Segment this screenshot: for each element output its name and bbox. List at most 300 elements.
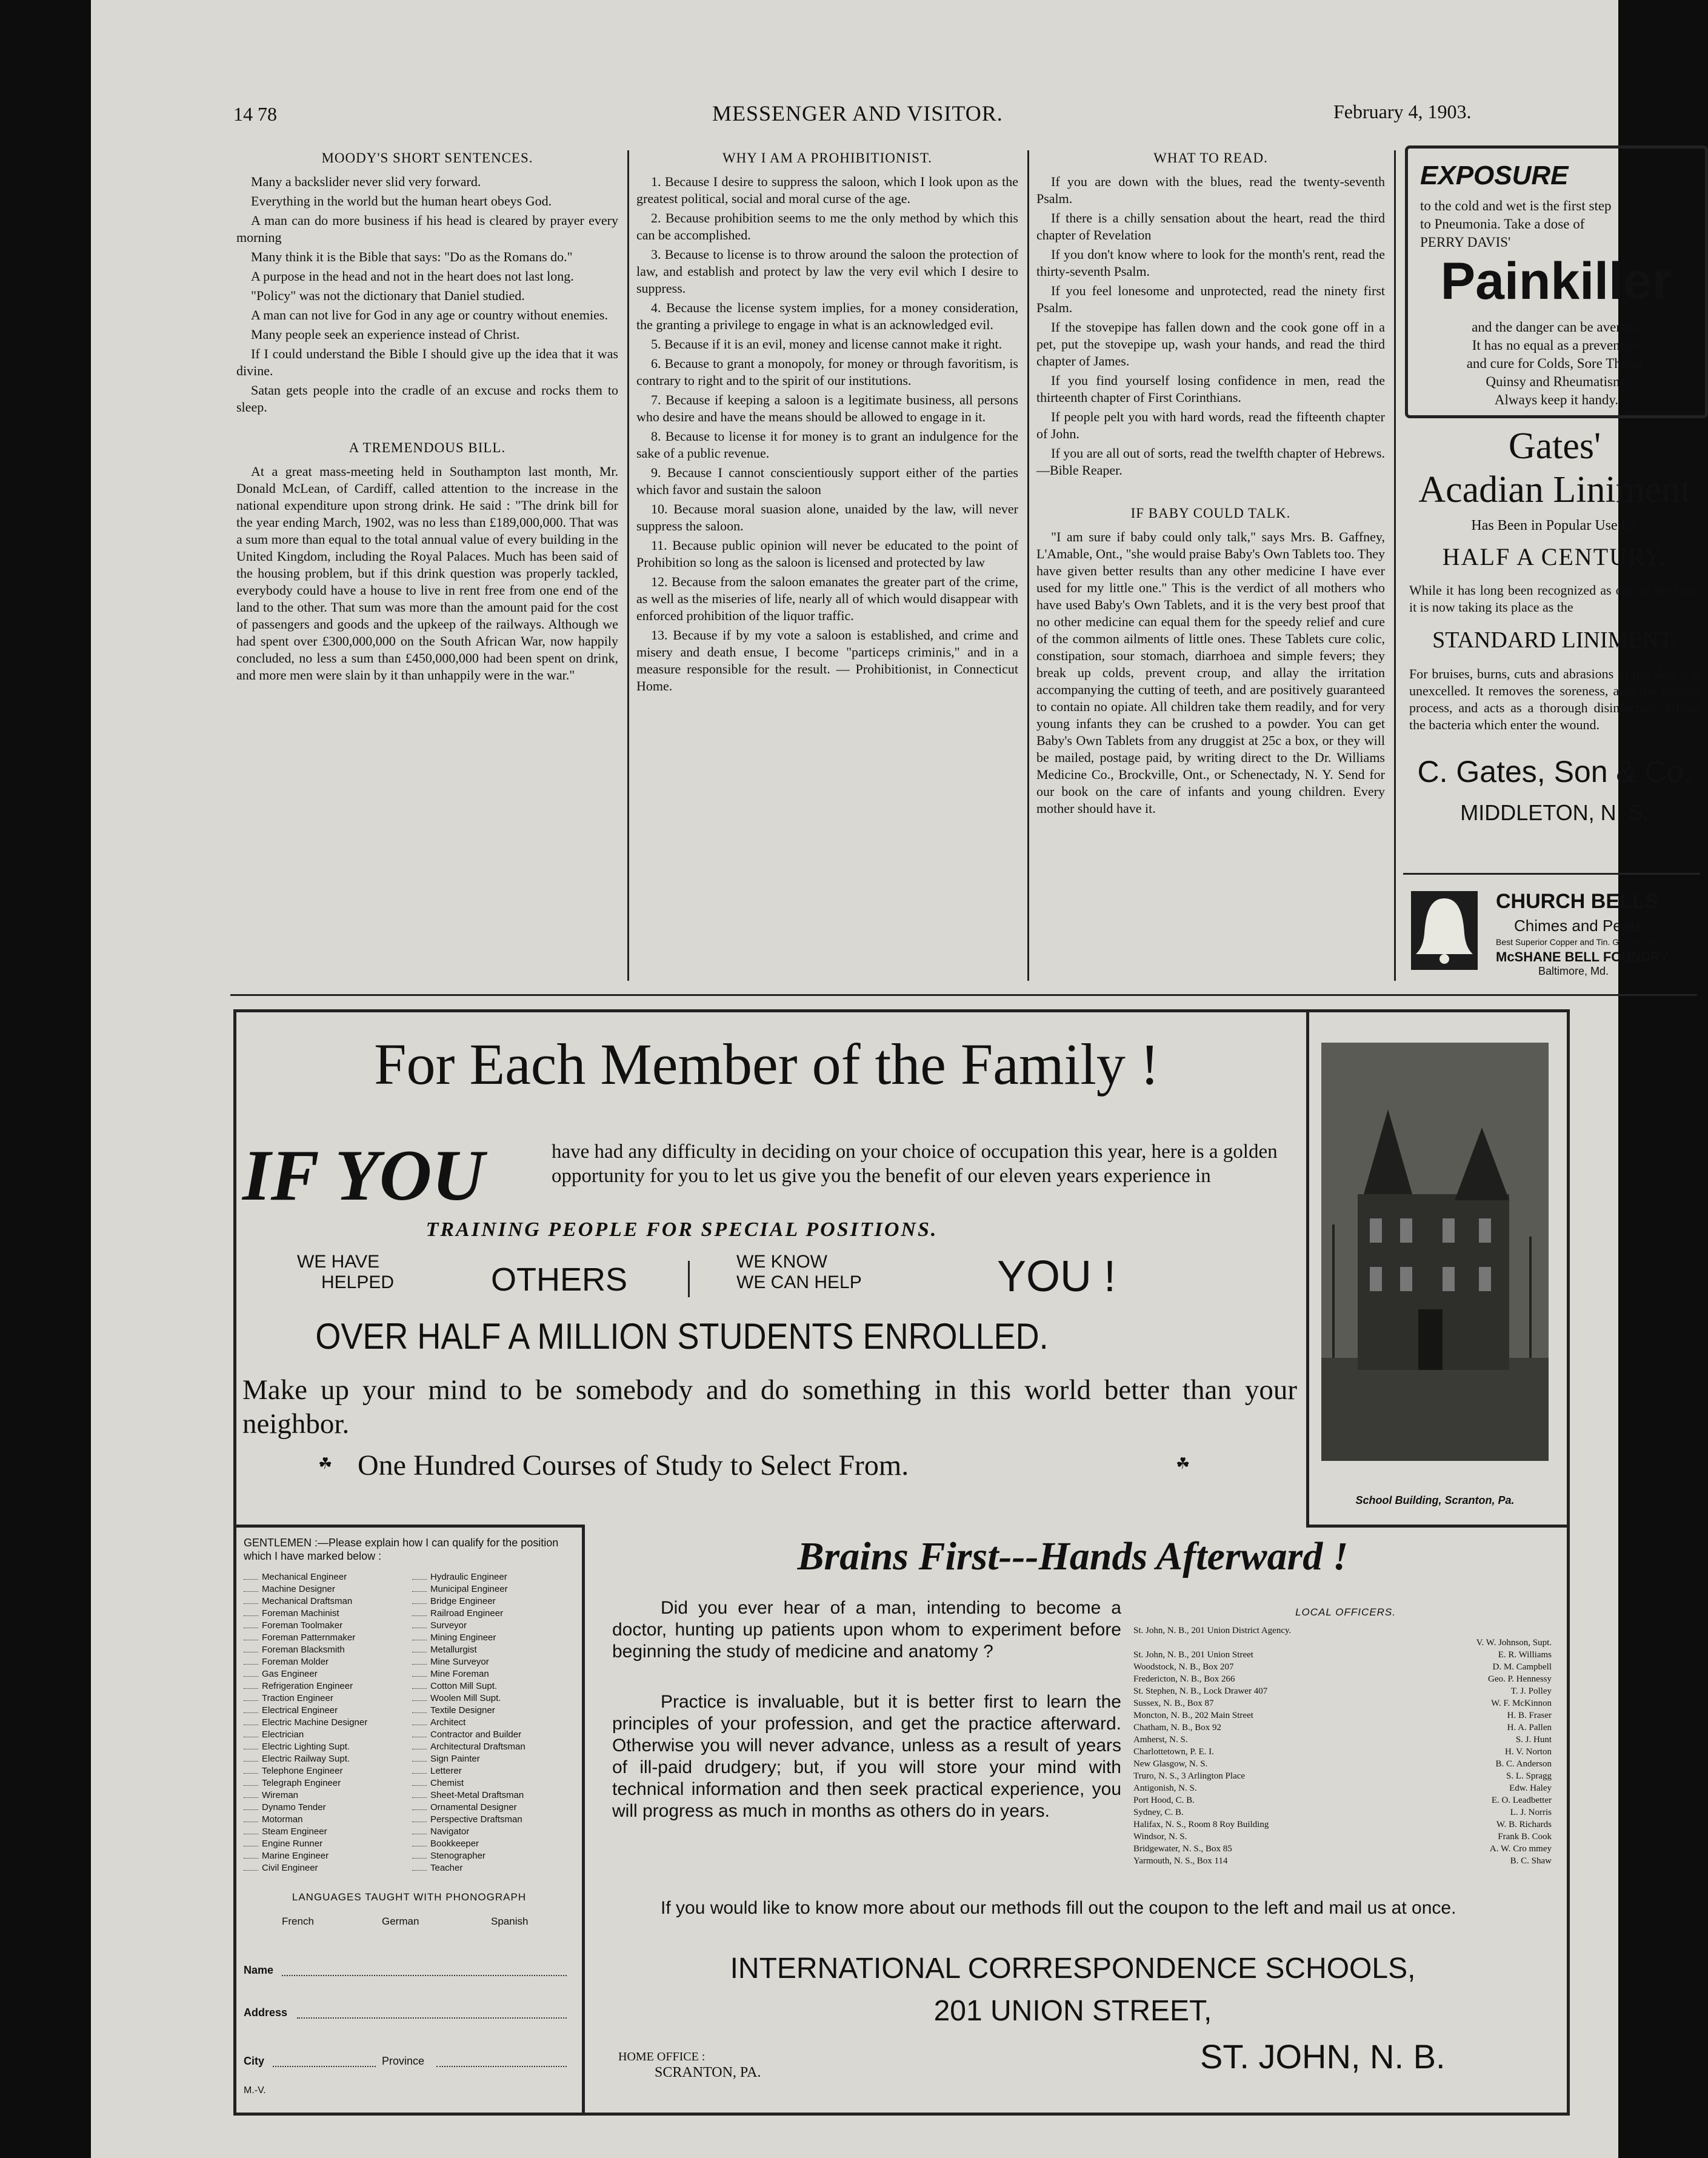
checkbox[interactable]	[244, 1785, 258, 1786]
moody-sentence: "Policy" was not the dictionary that Daniel studied.	[251, 288, 525, 303]
gates-title-2: Acadian Liniment	[1418, 469, 1691, 510]
painkiller-copy	[1420, 197, 1699, 252]
position-option[interactable]	[244, 1644, 401, 1656]
photo-frame-rule	[1306, 1012, 1309, 1525]
ics-we-have: WE HAVE	[297, 1252, 380, 1272]
bells-sub: Chimes and Peals,	[1514, 917, 1647, 935]
prohibition-reason: 6. Because to grant a monopoly, for money or through favoritism, is contrary to right and to the spirit of our institutions.	[636, 356, 1018, 388]
position-option[interactable]	[412, 1838, 570, 1850]
checkbox[interactable]	[412, 1603, 427, 1604]
checkbox[interactable]	[244, 1797, 258, 1798]
checkbox[interactable]	[412, 1797, 427, 1798]
position-label: Mechanical Draftsman	[262, 1596, 353, 1606]
officer-name: E. R. Williams	[1498, 1650, 1552, 1660]
position-option[interactable]	[244, 1717, 401, 1729]
field-city-input[interactable]	[273, 2066, 376, 2067]
checkbox[interactable]	[412, 1870, 427, 1871]
officer-row	[1133, 1819, 1552, 1831]
position-label: Contractor and Builder	[430, 1729, 522, 1740]
position-option[interactable]	[412, 1705, 570, 1717]
field-province-label: Province	[382, 2055, 425, 2067]
position-option[interactable]	[412, 1644, 570, 1656]
painkiller-line: and cure for Colds, Sore Throat,	[1466, 356, 1647, 371]
ics-coupon	[236, 1525, 585, 2116]
moody-sentence: Everything in the world but the human heart obeys God.	[251, 193, 552, 209]
prohibition-column	[636, 150, 1018, 697]
prohibition-reason: 12. Because from the saloon emanates the greater part of the crime, as well as the miseries of life, nearly all of which would disappear with enforced prohibition of the liquor traffic.	[636, 574, 1018, 623]
officer-location: Chatham, N. B., Box 92	[1133, 1723, 1221, 1732]
gates-ad	[1403, 424, 1706, 826]
moody-sentence: Many people seek an experience instead of Christ.	[251, 327, 520, 342]
position-label: Navigator	[430, 1826, 470, 1837]
officer-name: H. V. Norton	[1505, 1747, 1552, 1757]
checkbox[interactable]	[244, 1809, 258, 1810]
officer-name: D. M. Campbell	[1492, 1662, 1552, 1672]
officer-location: Halifax, N. S., Room 8 Roy Building	[1133, 1820, 1269, 1829]
issue-date: February 4, 1903.	[1333, 101, 1472, 122]
prohibition-reason: 2. Because prohibition seems to me the only method by which this can be accomplished.	[636, 210, 1018, 242]
ics-others: OTHERS	[491, 1261, 628, 1298]
position-option[interactable]	[244, 1680, 401, 1692]
bells-title: CHURCH BELLS	[1496, 890, 1659, 913]
checkbox[interactable]	[244, 1676, 258, 1677]
column-rule	[627, 150, 629, 981]
officer-name: V. W. Johnson, Supt.	[1476, 1638, 1552, 1648]
position-label: Refrigeration Engineer	[262, 1681, 353, 1691]
position-label: Telephone Engineer	[262, 1766, 343, 1776]
read-item: If people pelt you with hard words, read the fifteenth chapter of John.	[1036, 409, 1385, 441]
painkiller-line: and the danger can be averted.	[1472, 319, 1641, 335]
position-label: Foreman Toolmaker	[262, 1620, 343, 1631]
moody-sentence: A man can not live for God in any age or country without enemies.	[251, 307, 608, 322]
position-label: Foreman Patternmaker	[262, 1632, 356, 1643]
checkbox[interactable]	[244, 1700, 258, 1701]
checkbox[interactable]	[412, 1688, 427, 1689]
gates-sub: Has Been in Popular Use for	[1471, 518, 1638, 533]
coupon-intro: GENTLEMEN :—Please explain how I can qualify for the position which I have marked below :	[244, 1537, 559, 1562]
position-option[interactable]	[244, 1765, 401, 1777]
gates-title: Gates'	[1508, 426, 1601, 467]
checkbox[interactable]	[412, 1700, 427, 1701]
ics-intro: have had any difficulty in deciding on your choice of occupation this year, here is a golden opportunity for you to let us give you the benefit of our eleven years experience in	[552, 1141, 1278, 1187]
officer-row	[1133, 1794, 1552, 1806]
ics-students: OVER HALF A MILLION STUDENTS ENROLLED.	[315, 1316, 1049, 1357]
position-label: Sign Painter	[430, 1754, 480, 1764]
painkiller-line: PERRY DAVIS'	[1420, 235, 1511, 250]
position-option[interactable]	[412, 1765, 570, 1777]
position-option[interactable]	[244, 1656, 401, 1668]
officer-name: T. J. Polley	[1510, 1686, 1552, 1696]
positions-left	[244, 1571, 401, 1874]
section-divider	[230, 994, 1697, 996]
position-label: Architect	[430, 1717, 466, 1728]
position-option[interactable]	[244, 1608, 401, 1620]
position-label: Steam Engineer	[262, 1826, 327, 1837]
position-option[interactable]	[244, 1692, 401, 1705]
checkbox[interactable]	[412, 1712, 427, 1713]
position-option[interactable]	[412, 1717, 570, 1729]
position-option[interactable]	[412, 1680, 570, 1692]
position-option[interactable]	[412, 1632, 570, 1644]
position-label: Motorman	[262, 1814, 303, 1825]
position-option[interactable]	[412, 1741, 570, 1753]
languages-title: LANGUAGES TAUGHT WITH PHONOGRAPH	[292, 1891, 527, 1903]
moody-sentence: A man can do more business if his head is cleared by prayer every morning	[236, 213, 618, 245]
position-option[interactable]	[244, 1632, 401, 1644]
officer-row	[1133, 1831, 1552, 1843]
position-option[interactable]	[244, 1814, 401, 1826]
position-option[interactable]	[412, 1729, 570, 1741]
position-option[interactable]	[244, 1620, 401, 1632]
field-name-input[interactable]	[282, 1975, 567, 1976]
position-label: Electric Railway Supt.	[262, 1754, 350, 1764]
position-label: Teacher	[430, 1863, 463, 1873]
officer-row	[1133, 1855, 1552, 1867]
position-option[interactable]	[412, 1692, 570, 1705]
painkiller-line: Always keep it handy.	[1494, 392, 1619, 407]
ad-divider	[1403, 873, 1700, 875]
read-list	[1036, 173, 1385, 479]
prohibition-reason: 3. Because to license is to throw around the saloon the protection of law, and establish and protect by law the very evil which I desire to suppress.	[636, 247, 1018, 296]
position-option[interactable]	[412, 1862, 570, 1874]
checkbox[interactable]	[412, 1579, 427, 1580]
officer-location: Windsor, N. S.	[1133, 1832, 1187, 1842]
officer-location: Fredericton, N. B., Box 266	[1133, 1674, 1235, 1684]
officer-name: A. W. Cro mmey	[1489, 1844, 1552, 1854]
prohibition-reason: 10. Because moral suasion alone, unaided by the law, will never suppress the saloon.	[636, 501, 1018, 533]
position-label: Woolen Mill Supt.	[430, 1693, 501, 1703]
position-option[interactable]	[412, 1595, 570, 1608]
positions-right	[412, 1571, 570, 1874]
read-item: If the stovepipe has fallen down and the cook gone off in a pet, put the stovepipe up, wash your hands, and read the third chapter of James.	[1036, 319, 1385, 369]
position-option[interactable]	[244, 1583, 401, 1595]
position-label: Engine Runner	[262, 1839, 323, 1849]
ics-training: TRAINING PEOPLE FOR SPECIAL POSITIONS.	[425, 1218, 938, 1241]
photo-frame-rule	[1306, 1525, 1567, 1528]
read-item: If you are all out of sorts, read the twelfth chapter of Hebrews.—Bible Reaper.	[1036, 446, 1385, 478]
officer-location: Sydney, C. B.	[1133, 1808, 1184, 1817]
ics-ad	[233, 1009, 1570, 2116]
prohibition-reason: 9. Because I cannot conscientiously support either of the parties which favor and sustain the saloon	[636, 465, 1018, 497]
position-option[interactable]	[412, 1583, 570, 1595]
position-option[interactable]	[244, 1838, 401, 1850]
officer-row	[1133, 1661, 1552, 1673]
position-label: Bookkeeper	[430, 1839, 479, 1849]
position-label: Civil Engineer	[262, 1863, 318, 1873]
position-option[interactable]	[244, 1850, 401, 1862]
gates-half-century: HALF A CENTURY.	[1442, 543, 1667, 570]
position-option[interactable]	[412, 1850, 570, 1862]
officer-name: E. O. Leadbetter	[1491, 1796, 1552, 1805]
officer-row	[1133, 1758, 1552, 1770]
position-label: Mining Engineer	[430, 1632, 496, 1643]
officer-row	[1133, 1734, 1552, 1746]
checkbox[interactable]	[412, 1761, 427, 1762]
field-mv-label: M.-V.	[244, 2085, 266, 2096]
leaf-icon: ☘	[1176, 1455, 1190, 1472]
read-column	[1036, 150, 1385, 820]
lang-german[interactable]: German	[382, 1916, 419, 1927]
ics-we-can-help: WE CAN HELP	[736, 1272, 862, 1292]
checkbox[interactable]	[244, 1761, 258, 1762]
officer-location: Bridgewater, N. S., Box 85	[1133, 1844, 1232, 1854]
prohibition-reasons	[636, 173, 1018, 695]
moody-sentences	[236, 173, 618, 416]
baby-title: IF BABY COULD TALK.	[1130, 506, 1291, 521]
read-title: WHAT TO READ.	[1153, 150, 1268, 165]
checkbox[interactable]	[244, 1712, 258, 1713]
field-city-label: City	[244, 2055, 265, 2067]
gates-desc: For bruises, burns, cuts and abrasions of the skin it is unexcelled. It removes the soreness, aids the healing process, and acts as a thorough disinfectant, killing the bacteria which enter the wound.	[1409, 666, 1700, 732]
position-label: Stenographer	[430, 1851, 485, 1861]
position-label: Sheet-Metal Draftsman	[430, 1790, 524, 1800]
prohibition-title: WHY I AM A PROHIBITIONIST.	[722, 150, 933, 165]
position-option[interactable]	[412, 1753, 570, 1765]
position-label: Metallurgist	[430, 1645, 477, 1655]
officer-name: L. J. Norris	[1510, 1808, 1552, 1817]
checkbox[interactable]	[244, 1664, 258, 1665]
officer-name: B. C. Shaw	[1510, 1856, 1552, 1866]
position-option[interactable]	[412, 1656, 570, 1668]
ics-street: 201 UNION STREET,	[933, 1995, 1212, 2027]
bells-small: Best Superior Copper and Tin. Get our price.	[1496, 937, 1664, 947]
officer-name: B. C. Anderson	[1495, 1759, 1552, 1769]
officer-name: Edw. Haley	[1509, 1783, 1552, 1793]
read-item: If you don't know where to look for the month's rent, read the thirty-seventh Psalm.	[1036, 247, 1385, 279]
position-label: Hydraulic Engineer	[430, 1572, 507, 1582]
prohibition-reason: 5. Because if it is an evil, money and license cannot make it right.	[651, 336, 1002, 352]
read-item: If there is a chilly sensation about the heart, read the third chapter of Revelation	[1036, 210, 1385, 242]
lang-spanish[interactable]: Spanish	[491, 1916, 529, 1927]
officer-name: S. J. Hunt	[1515, 1735, 1552, 1745]
prohibition-reason: 11. Because public opinion will never be educated to the point of Prohibition so long as the saloon is licensed and protected by law	[636, 538, 1018, 570]
read-item: If you find yourself losing confidence in men, read the thirteenth chapter of First Corinthians.	[1036, 373, 1385, 405]
paper-title: MESSENGER AND VISITOR.	[712, 101, 1003, 125]
moody-column	[236, 150, 618, 686]
position-label: Foreman Machinist	[262, 1608, 339, 1618]
officer-location: Truro, N. S., 3 Arlington Place	[1133, 1771, 1246, 1781]
position-label: Ornamental Designer	[430, 1802, 517, 1812]
home-office-city: SCRANTON, PA.	[655, 2065, 761, 2080]
officer-row	[1133, 1770, 1552, 1782]
position-label: Mine Surveyor	[430, 1657, 489, 1667]
checkbox[interactable]	[244, 1870, 258, 1871]
bill-title: A TREMENDOUS BILL.	[349, 440, 506, 455]
bill-text: At a great mass-meeting held in Southampton last month, Mr. Donald McLean, of Cardiff, called attention to the increase in the national expenditure upon strong drink. He said : "The drink bill for the year ending March, 1902, was no less than £189,000,000. That was a sum more than equal to the total annual value of every building in the United Kingdom, including the Royal Palaces. Much has been said of the housing problem, but if this drink question was properly tackled, everybody could have a house to live in rent free from one end of the land to the other. That sum was more than the amount paid for the cost of passengers and goods and the upkeep of the railways. Although we had spent over £300,000,000 on the South African War, now happily concluded, no less a sum than £450,000,000 had been spent on drink, and more men were slain by it than unhappily were in the war."	[236, 464, 618, 683]
position-option[interactable]	[244, 1595, 401, 1608]
gates-town: MIDDLETON, N. S.	[1460, 800, 1649, 825]
officer-name: Frank B. Cook	[1498, 1832, 1552, 1842]
prohibition-reason: 1. Because I desire to suppress the saloon, which I look upon as the greatest political, social and moral curse of the age.	[636, 174, 1018, 206]
officer-location: St. John, N. B., 201 Union Street	[1133, 1650, 1253, 1660]
brains-headline: Brains First---Hands Afterward !	[797, 1534, 1349, 1578]
ics-make-up: Make up your mind to be somebody and do something in this world better than your neighbor.	[242, 1374, 1297, 1440]
moody-sentence: Satan gets people into the cradle of an excuse and rocks them to sleep.	[236, 382, 618, 415]
moody-sentence: If I could understand the Bible I should give up the idea that it was divine.	[236, 346, 618, 378]
position-option[interactable]	[244, 1826, 401, 1838]
position-option[interactable]	[412, 1668, 570, 1680]
officer-name: H. A. Pallen	[1507, 1723, 1552, 1732]
position-label: Marine Engineer	[262, 1851, 329, 1861]
moody-sentence: A purpose in the head and not in the heart does not last long.	[251, 269, 574, 284]
position-label: Bridge Engineer	[430, 1596, 496, 1606]
baby-text: "I am sure if baby could only talk," says Mrs. B. Gaffney, L'Amable, Ont., "she would praise Baby's Own Tablets too. They have given better results than any other medicine I have ever used for my little one." This is the verdict of all mothers who have used Baby's Own Tablets, and it is the very best proof that no other medicine can equal them for the speedy relief and cure of the common ailments of little ones. These Tablets cure colic, constipation, sour stomach, diarrhoea and simple fevers; they break up colds, prevent croup, and allay the irritation accompanying the cutting of teeth, and are positively guaranteed to contain no opiate. All children take them readily, and for very young infants they can be crushed to a powder. You can get Baby's Own Tablets from any druggist at 25c a box, or they will be mailed, postage paid, by writing direct to the Dr. Williams Medicine Co., Brockville, Ont., or Schenectady, N. Y. Send for our book on the care of infants and young children. Every mother should have it.	[1036, 529, 1385, 816]
position-label: Electric Lighting Supt.	[262, 1742, 350, 1752]
position-label: Mine Foreman	[430, 1669, 489, 1679]
position-label: Machine Designer	[262, 1584, 335, 1594]
officer-location: Port Hood, C. B.	[1133, 1796, 1195, 1805]
position-label: Electrical Engineer	[262, 1705, 338, 1715]
position-label: Surveyor	[430, 1620, 467, 1631]
officer-name: Geo. P. Hennessy	[1488, 1674, 1552, 1684]
ics-school-name: INTERNATIONAL CORRESPONDENCE SCHOOLS,	[730, 1953, 1416, 1985]
ics-city: ST. JOHN, N. B.	[1200, 2037, 1446, 2076]
position-label: Electrician	[262, 1729, 304, 1740]
checkbox[interactable]	[244, 1603, 258, 1604]
position-option[interactable]	[244, 1668, 401, 1680]
checkbox[interactable]	[412, 1858, 427, 1859]
bell-icon	[1411, 891, 1478, 970]
moody-sentence: Many a backslider never slid very forward.	[251, 174, 481, 189]
officer-location: New Glasgow, N. S.	[1133, 1759, 1208, 1769]
officer-location: Sussex, N. B., Box 87	[1133, 1699, 1214, 1708]
position-label: Gas Engineer	[262, 1669, 318, 1679]
prohibition-reason: 8. Because to license it for money is to grant an indulgence for the sake of a public revenue.	[636, 429, 1018, 461]
officer-row	[1133, 1637, 1552, 1649]
checkbox[interactable]	[412, 1676, 427, 1677]
checkbox[interactable]	[244, 1688, 258, 1689]
column-rule	[1394, 150, 1396, 981]
checkbox[interactable]	[244, 1591, 258, 1592]
ics-separator	[688, 1261, 690, 1297]
position-option[interactable]	[244, 1862, 401, 1874]
exposure-heading: EXPOSURE	[1420, 161, 1569, 190]
position-label: Traction Engineer	[262, 1693, 333, 1703]
field-address-label: Address	[244, 2006, 288, 2019]
bells-foundry: McSHANE BELL FOUNDRY	[1496, 949, 1669, 964]
field-province-input[interactable]	[436, 2066, 567, 2067]
ics-you: YOU !	[997, 1252, 1116, 1301]
officer-name: W. B. Richards	[1496, 1820, 1552, 1829]
ics-headline: For Each Member of the Family !	[374, 1032, 1159, 1097]
checkbox[interactable]	[412, 1615, 427, 1616]
position-label: Perspective Draftsman	[430, 1814, 522, 1825]
officer-location: Antigonish, N. S.	[1133, 1783, 1197, 1793]
moody-title: MOODY'S SHORT SENTENCES.	[321, 150, 533, 165]
field-address-input[interactable]	[297, 2017, 567, 2019]
position-option[interactable]	[244, 1789, 401, 1802]
position-label: Municipal Engineer	[430, 1584, 508, 1594]
checkbox[interactable]	[244, 1858, 258, 1859]
ics-if-you: IF YOU	[242, 1135, 485, 1215]
position-option[interactable]	[412, 1826, 570, 1838]
position-option[interactable]	[244, 1571, 401, 1583]
position-option[interactable]	[412, 1814, 570, 1826]
position-label: Mechanical Engineer	[262, 1572, 347, 1582]
officer-row	[1133, 1697, 1552, 1709]
officer-name: W. F. McKinnon	[1491, 1699, 1552, 1708]
position-option[interactable]	[244, 1777, 401, 1789]
checkbox[interactable]	[412, 1773, 427, 1774]
checkbox[interactable]	[244, 1773, 258, 1774]
officers-title: LOCAL OFFICERS.	[1295, 1606, 1396, 1618]
officers-list	[1133, 1625, 1552, 1867]
read-item: If you feel lonesome and unprotected, read the ninety first Psalm.	[1036, 283, 1385, 315]
position-label: Telegraph Engineer	[262, 1778, 341, 1788]
checkbox[interactable]	[412, 1785, 427, 1786]
position-option[interactable]	[244, 1753, 401, 1765]
officer-location: St. Stephen, N. B., Lock Drawer 407	[1133, 1686, 1268, 1696]
position-option[interactable]	[412, 1620, 570, 1632]
officer-location: Charlottetown, P. E. I.	[1133, 1747, 1214, 1757]
officer-location: St. John, N. B., 201 Union District Agency.	[1133, 1626, 1292, 1635]
newspaper-page	[91, 0, 1700, 2158]
position-option[interactable]	[412, 1571, 570, 1583]
position-option[interactable]	[244, 1741, 401, 1753]
officer-row	[1133, 1625, 1552, 1637]
officer-location: Moncton, N. B., 202 Main Street	[1133, 1711, 1253, 1720]
position-option[interactable]	[412, 1777, 570, 1789]
leaf-icon: ☘	[318, 1455, 333, 1472]
checkbox[interactable]	[412, 1664, 427, 1665]
position-label: Cotton Mill Supt.	[430, 1681, 498, 1691]
church-bells-ad	[1405, 885, 1702, 988]
position-option[interactable]	[412, 1789, 570, 1802]
photo-caption: School Building, Scranton, Pa.	[1355, 1494, 1515, 1506]
officer-row	[1133, 1843, 1552, 1855]
position-label: Architectural Draftsman	[430, 1742, 525, 1752]
field-name-label: Name	[244, 1964, 274, 1976]
painkiller-brand: Painkiller	[1440, 252, 1673, 310]
officer-name: S. L. Spragg	[1506, 1771, 1552, 1781]
gates-company: C. Gates, Son & Co.	[1417, 755, 1692, 789]
column-rule	[1027, 150, 1029, 981]
prohibition-reason: 4. Because the license system implies, for a money consideration, the granting a privilege to engage in what is an acknowledged evil.	[636, 300, 1018, 332]
position-label: Wireman	[262, 1790, 299, 1800]
painkiller-line: Quinsy and Rheumatism.	[1486, 374, 1627, 389]
officer-row	[1133, 1685, 1552, 1697]
lang-french[interactable]: French	[282, 1916, 314, 1927]
brains-p1: Did you ever hear of a man, intending to become a doctor, hunting up patients upon whom to experiment before beginning the study of medicine and anatomy ?	[612, 1598, 1121, 1662]
checkbox[interactable]	[244, 1615, 258, 1616]
building-illustration	[1321, 1043, 1549, 1461]
painkiller-line: to Pneumonia. Take a dose of	[1420, 216, 1585, 232]
officer-location: Woodstock, N. B., Box 207	[1133, 1662, 1234, 1672]
position-label: Dynamo Tender	[262, 1802, 326, 1812]
checkbox[interactable]	[244, 1579, 258, 1580]
read-item: If you are down with the blues, read the twenty-seventh Psalm.	[1036, 174, 1385, 206]
officer-row	[1133, 1722, 1552, 1734]
checkbox[interactable]	[412, 1809, 427, 1810]
ics-courses: One Hundred Courses of Study to Select From.	[358, 1449, 909, 1482]
position-option[interactable]	[412, 1802, 570, 1814]
position-option[interactable]	[244, 1729, 401, 1741]
position-option[interactable]	[244, 1705, 401, 1717]
position-option[interactable]	[244, 1802, 401, 1814]
moody-sentence: Many think it is the Bible that says: "Do as the Romans do."	[251, 249, 573, 264]
officer-row	[1133, 1806, 1552, 1819]
prohibition-reason: 13. Because if by my vote a saloon is established, and crime and misery and death ensue, I become "particeps criminis," and in a measure responsible for the result. — Prohibitionist, in Connecticut Home.	[636, 627, 1018, 693]
position-option[interactable]	[412, 1608, 570, 1620]
position-label: Chemist	[430, 1778, 464, 1788]
checkbox[interactable]	[412, 1591, 427, 1592]
officer-row	[1133, 1746, 1552, 1758]
home-office-block	[618, 2049, 761, 2080]
position-label: Letterer	[430, 1766, 462, 1776]
officer-row	[1133, 1673, 1552, 1685]
prohibition-reason: 7. Because if keeping a saloon is a legitimate business, all persons who desire and have the means should be allowed to engage in it.	[636, 392, 1018, 424]
ics-helped: HELPED	[321, 1272, 395, 1292]
